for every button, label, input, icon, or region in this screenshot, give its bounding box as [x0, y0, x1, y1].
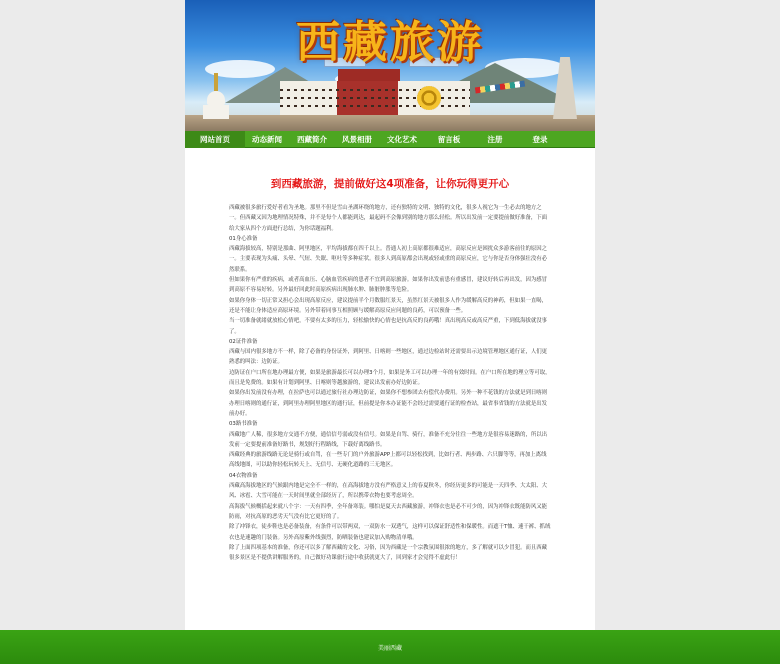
main-nav — [185, 131, 595, 148]
site-footer — [0, 630, 780, 664]
nav-item-guestbook[interactable]: 留言板 — [437, 135, 461, 144]
site-logo-title: 西藏旅游 — [296, 17, 484, 68]
paragraph: 如果你出发前没有办理，在拉萨也可以通过旅行社办理边防证，如果你不想参团去有偿代办费用。另外一种不花钱的方法就是到日喀则办理日喀则的通行证，到阿里办理阿里地区的通行证，但前提是你本办证能不会经过需要通行证的检查站，最省事省钱的方法就是出发前办好。 — [229, 390, 548, 417]
paragraph: 西藏海拔较高，特别是那曲、阿里地区，平均海拔都在四千以上。普通人初上高原都很难适应，高原反应是困扰众多游客前往的原因之一。主要表现为头痛、头晕、气短、失眠、呕吐等多种症状。很多人到高原都会出现或轻或重的高原反应，它与你是否身体强壮没有必然联系。 — [229, 246, 548, 273]
paragraph: 西藏与国内很多地方不一样，除了必备的身份证外，到阿里、日喀则一些地区，通过边检站时还需要出示边境管理地区通行证，人们更熟悉的叫法：边防证。 — [229, 349, 548, 366]
paragraph: 西藏地广人稀，很多地方交通不方便，通信信号弱或没有信号。如果是自驾、骑行，准备不充分往往一些地方是很容易迷路的，所以出发前一定要提前准备好路书，规划好行程路线，下载好离线路书。 — [229, 431, 548, 448]
nav-item-news[interactable]: 动态新闻 — [252, 135, 282, 144]
paragraph: 边防证在户口所在地办理最方便，如果是旅游最长可以办理3个月，如果是务工可以办理一年的有效时间。在户口所在地的理立等可取，而且是免费的。如果有计划到阿里、日喀则等越旅游的，建议出发前办好边防证。 — [229, 369, 551, 387]
section-heading: 04衣物准备 — [229, 472, 258, 479]
paragraph-intro: 西藏被很多旅行爱好者看为圣地。那里不但是雪山圣湖环绕的地方，还有独特的文明、独特的文化，很多人视它为一生必去的地方之一。但西藏又因为地理情况特殊，并不是每个人都能到达，最起码不会像到别的地方那么轻松。所以出发前一定要提前做好准备，下面给大家从四个方面进行总结，为你话题福利。 — [229, 205, 548, 232]
banner — [185, 0, 595, 131]
paragraph: 但如果你有严重的疾病，或者高血压、心脑血管疾病的患者不宜到高原旅游。如果你出发前患有重感冒，建议好转后再出发，因为感冒到高原不容易好转。另外最好回此时高原疾病出现肺水肿、肺脏肿胀等危险。 — [229, 277, 548, 294]
article-body — [229, 203, 551, 563]
article — [229, 148, 551, 563]
paragraph: 如果你身体一切正常又担心会出现高原反应，建议提前半个月数服红景天，虽然红景天被很多人作为缓解高反的神药，但如果一直喝，还是不能让身体适应高原环境。另外带着同事互相照顾与缓解高原反应问题的良药，可以预备一些。 — [229, 297, 548, 314]
nav-item-home[interactable]: 网站首页 — [185, 131, 245, 148]
paragraph: 当一切准备就绪就放松心情吧，不要有太多的压力，轻松愉快的心情也是抗高反的良药哦！真出现高反或高反严重，下到低海拔就没事了。 — [229, 318, 548, 335]
ground-decoration — [185, 115, 595, 131]
nav-item-gallery[interactable]: 风景相册 — [342, 135, 372, 144]
page-container — [185, 0, 595, 630]
paragraph: 除了上面四项基本的准备，你还可以多了解西藏的文化、习俗，因为西藏是一个宗教氛围很浓的地方，多了解就可以少冒犯。而且西藏很多景区是不提供讲解服务的，自己做好功课旅行途中收获就更大了，回到家才会觉得不虚此行！ — [229, 544, 548, 562]
paragraph: 高海拔气候概括起来就八个字：一天有四季，全年备寒装。哪怕是夏天去西藏旅游，冲锋衣也是必不可少的，因为冲锋衣既能防风又能防雨，对抗高原的恶劣天气没有比它更好的了。 — [229, 503, 548, 520]
potala-palace-image — [280, 81, 470, 119]
footer-text: 美丽西藏 — [377, 645, 402, 652]
nav-item-login[interactable]: 登录 — [532, 135, 548, 144]
section-heading: 01身心准备 — [229, 235, 258, 242]
nav-item-register[interactable]: 注册 — [487, 135, 503, 144]
section-heading: 03路书准备 — [229, 421, 258, 428]
article-headline: 到西藏旅游，提前做好这4项准备，让你玩得更开心 — [270, 178, 510, 190]
stupa-image — [203, 73, 229, 119]
section-heading: 02证件准备 — [229, 338, 258, 345]
paragraph: 西藏经典的旅游线路无论是骑行或自驾，在一些专门的户外旅游APP上都可以轻松找到，比如行者、两步路、六只脚等等，再加上离线高线地图，可以助你轻松玩转天上、无信号、无硬化道路的三无地区。 — [229, 452, 547, 469]
paragraph: 西藏高海拔地区的气候跟内地是完全不一样的，在高海拔地方没有严格意义上的春夏秋冬，你经历更多的可能是一天四季、大太阳、大风、冰雹、大雪可能在一天时间里就全部经历了，所以携带衣物也要考虑周全。 — [229, 483, 548, 500]
nav-item-culture[interactable]: 文化艺术 — [387, 135, 417, 144]
paragraph: 除了冲锋衣，徒步鞋也是必备装备，有条件可以带两双，一双防水一双透气，这样可以保证舒适性和保暖性。而遮干T恤、速干裤、抓绒衣也是速趣的门装备。另外高原紫外线强烈，防晒装备也建议加入购物清单哦。 — [229, 524, 551, 541]
dharma-wheel-icon — [417, 86, 441, 110]
nav-item-intro[interactable]: 西藏简介 — [297, 135, 327, 144]
